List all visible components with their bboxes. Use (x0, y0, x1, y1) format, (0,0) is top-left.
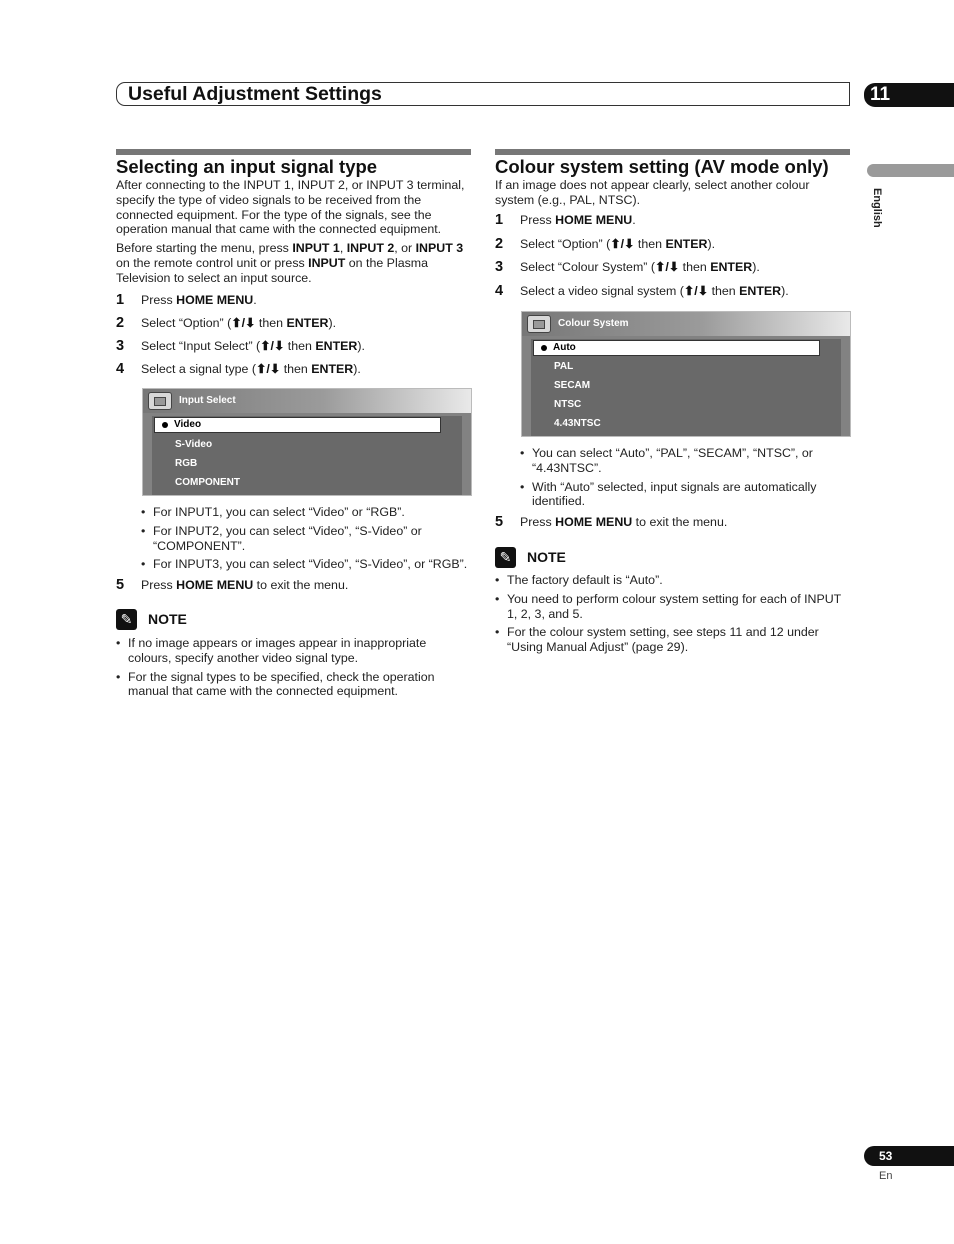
step-3: 3 Select “Colour System” (⬆/⬇ then ENTER). (495, 258, 760, 275)
list-item: • For INPUT1, you can select “Video” or “RGB”. (141, 505, 405, 519)
tv-icon (527, 315, 551, 333)
arrow-up-down-icon: ⬆/⬇ (654, 259, 680, 274)
list-item: • For the colour system setting, see steps 11 and 12 under “Using Manual Adjust” (page 29). (495, 625, 819, 655)
right-column (495, 149, 850, 307)
step-3: 3 Select “Input Select” (⬆/⬇ then ENTER). (116, 337, 365, 354)
left-notes (116, 636, 456, 703)
section-rule (495, 149, 850, 155)
step-4: 4 Select a video signal system (⬆/⬇ then ENTER). (495, 282, 789, 299)
intro-paragraph-2: Before starting the menu, press INPUT 1, INPUT 2, or INPUT 3 on the remote control unit or press INPUT on the Plasma Television to select an input source. (116, 241, 464, 285)
menu-title: Colour System (558, 318, 629, 329)
menu-option-selected[interactable]: Video (154, 417, 441, 433)
intro-paragraph: If an image does not appear clearly, select another colour system (e.g., PAL, NTSC). (495, 178, 810, 207)
page-title: Useful Adjustment Settings (128, 83, 382, 105)
right-notes (495, 573, 851, 659)
input-select-menu (142, 388, 472, 496)
step-2: 2 Select “Option” (⬆/⬇ then ENTER). (116, 314, 337, 331)
arrow-up-down-icon: ⬆/⬇ (256, 361, 281, 376)
language-tab (867, 164, 954, 177)
arrow-up-down-icon: ⬆/⬇ (683, 283, 709, 298)
bullet-icon (162, 422, 168, 428)
page-number: 53 (864, 1146, 954, 1166)
menu-body (531, 339, 841, 436)
step-1: 1 Press HOME MENU. (116, 291, 257, 308)
note-heading: ✎ NOTE (495, 547, 566, 568)
step-5: 5 Press HOME MENU to exit the menu. (116, 577, 349, 593)
section-rule (116, 149, 471, 155)
menu-option[interactable]: PAL (554, 361, 574, 372)
page-language: En (879, 1170, 893, 1182)
list-item: • For INPUT3, you can select “Video”, “S-Video”, or “RGB”. (141, 557, 468, 572)
menu-body (152, 416, 462, 495)
step-5: 5 Press HOME MENU to exit the menu. (495, 514, 728, 530)
intro-paragraph: After connecting to the INPUT 1, INPUT 2, or INPUT 3 terminal, specify the type of video signals to be received from the connected equipment. For the type of the signals, see the operation manual that came with the connected equipment. (116, 178, 465, 237)
tv-icon (148, 392, 172, 410)
menu-option[interactable]: S-Video (175, 439, 213, 450)
step-2: 2 Select “Option” (⬆/⬇ then ENTER). (495, 235, 716, 252)
colour-system-menu (521, 311, 851, 437)
steps-list (116, 293, 471, 385)
arrow-up-down-icon: ⬆/⬇ (610, 236, 635, 251)
list-item: • You need to perform colour system setting for each of INPUT 1, 2, 3, and 5. (495, 591, 842, 621)
steps-list (495, 213, 850, 307)
pencil-icon: ✎ (116, 609, 137, 630)
section-title: Colour system setting (AV mode only) (495, 156, 829, 177)
list-item: • With “Auto” selected, input signals are automatically identified. (520, 479, 817, 509)
menu-option[interactable]: 4.43NTSC (554, 418, 601, 429)
menu-option[interactable]: NTSC (554, 399, 582, 410)
arrow-up-down-icon: ⬆/⬇ (260, 338, 285, 353)
language-label: English (871, 188, 883, 228)
list-item: • For INPUT2, you can select “Video”, “S-Video” or “COMPONENT”. (141, 523, 422, 553)
menu-option[interactable]: SECAM (554, 380, 591, 391)
list-item: • The factory default is “Auto”. (495, 573, 663, 587)
chapter-number: 11 (864, 83, 954, 107)
step-1: 1 Press HOME MENU. (495, 211, 636, 228)
menu-title: Input Select (179, 395, 236, 406)
step-4: 4 Select a signal type (⬆/⬇ then ENTER). (116, 360, 361, 377)
note-heading: ✎ NOTE (116, 609, 187, 630)
menu-header (143, 389, 471, 413)
menu-option-selected[interactable]: Auto (533, 340, 820, 356)
menu-option[interactable]: RGB (175, 458, 198, 469)
pencil-icon: ✎ (495, 547, 516, 568)
left-column (116, 149, 471, 385)
left-bullets (141, 505, 473, 576)
list-item: • You can select “Auto”, “PAL”, “SECAM”, “NTSC”, or “4.43NTSC”. (520, 446, 813, 475)
arrow-up-down-icon: ⬆/⬇ (231, 315, 256, 330)
list-item: • If no image appears or images appear in inappropriate colours, specify another video signal type. (116, 636, 427, 665)
menu-option[interactable]: COMPONENT (175, 477, 240, 488)
section-title: Selecting an input signal type (116, 156, 378, 177)
list-item: • For the signal types to be specified, check the operation manual that came with the connected equipment. (116, 669, 435, 699)
menu-header (522, 312, 850, 336)
right-bullets (520, 446, 850, 513)
bullet-icon (541, 345, 547, 351)
